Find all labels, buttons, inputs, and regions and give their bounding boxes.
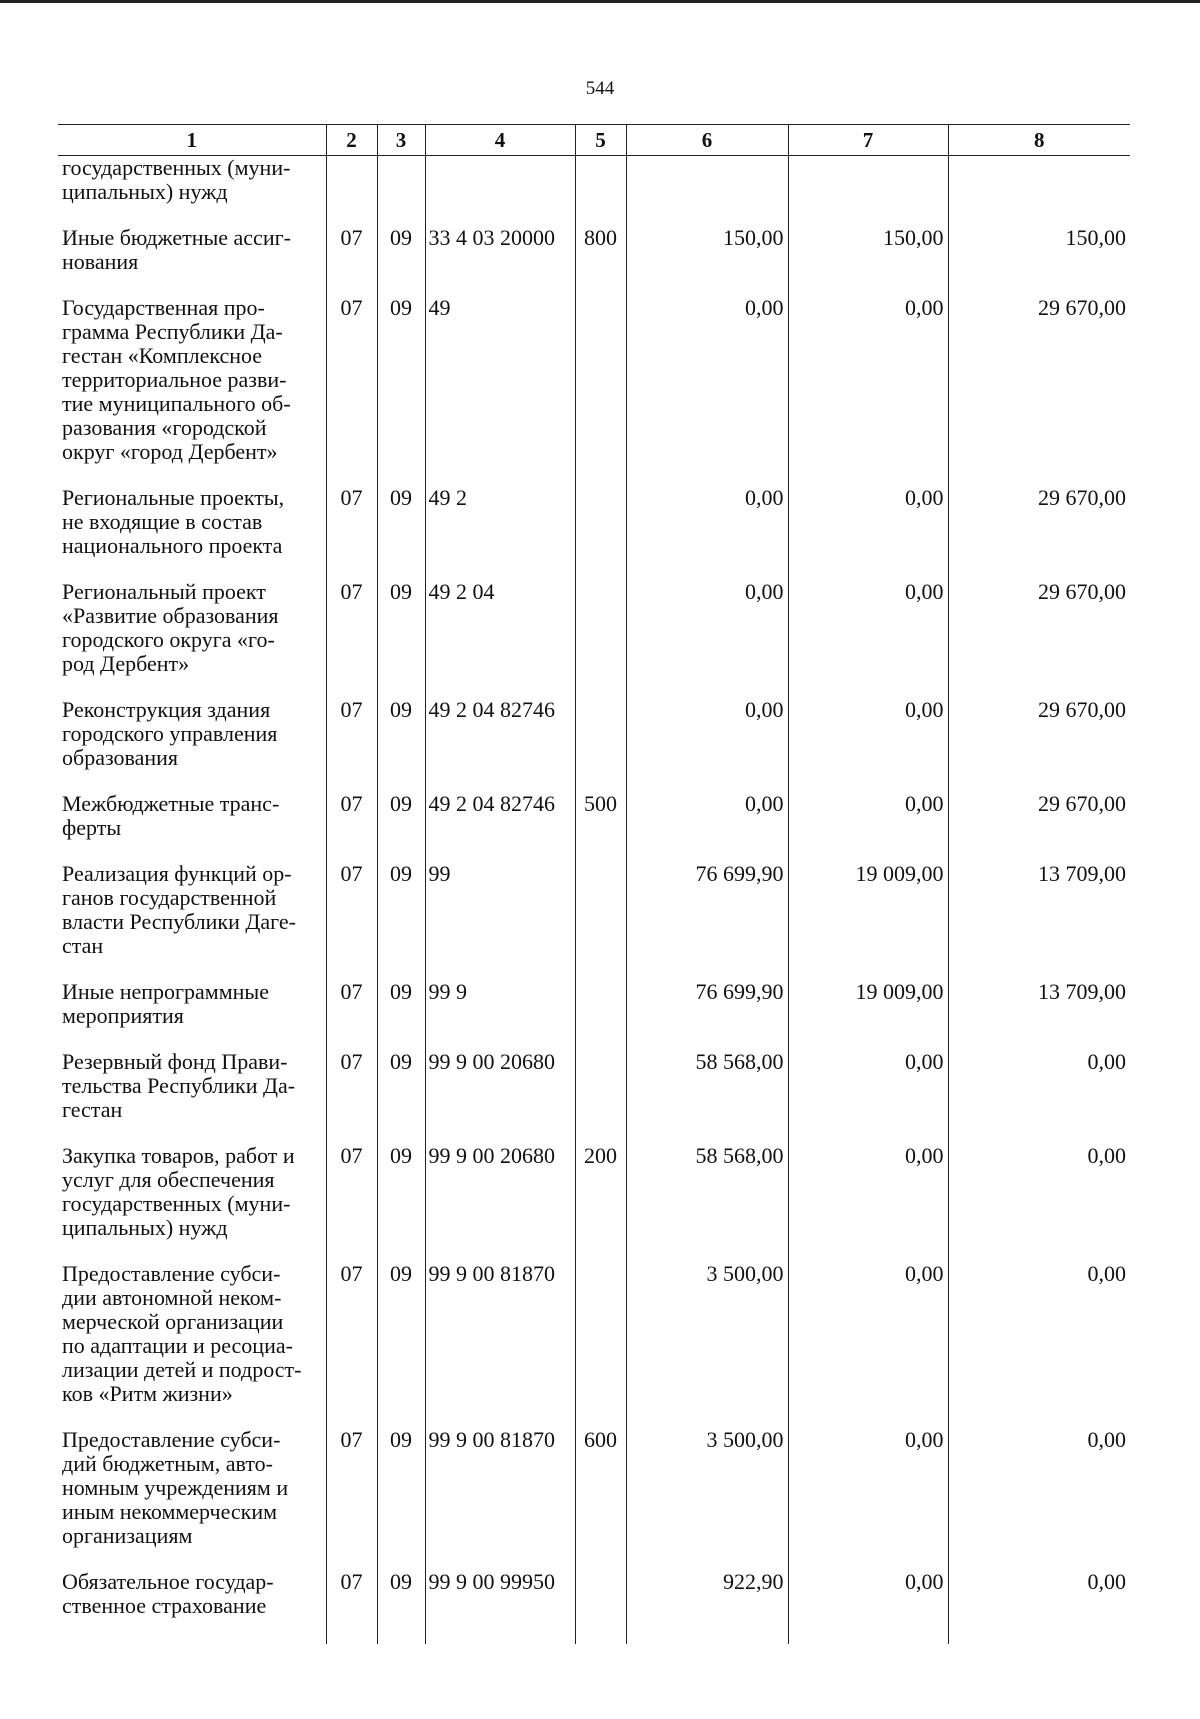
cell-c8: 13 709,00	[948, 862, 1130, 980]
cell-c2: 07	[326, 486, 377, 580]
cell-c3: 09	[377, 1428, 425, 1570]
cell-c3: 09	[377, 980, 425, 1050]
row-description: Региональный проект «Развитие образования городского округа «го- род Дербент»	[62, 579, 279, 676]
cell-c2: 07	[326, 1262, 377, 1428]
column-header: 6	[626, 125, 788, 156]
row-description: Межбюджетные транс- ферты	[62, 791, 280, 840]
row-description: Иные бюджетные ассиг- нования	[62, 225, 291, 274]
table-body	[58, 156, 1130, 1645]
cell-c5	[575, 1570, 626, 1644]
cell-c2: 07	[326, 1570, 377, 1644]
cell-c4: 49 2	[425, 486, 575, 580]
cell-c6: 150,00	[626, 226, 788, 296]
cell-c2: 07	[326, 580, 377, 698]
cell-c3: 09	[377, 296, 425, 486]
cell-c7: 0,00	[788, 1262, 948, 1428]
table-row	[58, 1144, 1130, 1262]
cell-c3: 09	[377, 1144, 425, 1262]
cell-c5	[575, 1262, 626, 1428]
cell-c8: 0,00	[948, 1570, 1130, 1644]
row-description: Закупка товаров, работ и услуг для обеспечения государственных (муни- ципальных) нужд	[62, 1143, 295, 1240]
cell-c5	[575, 156, 626, 227]
cell-c4: 49 2 04 82746	[425, 792, 575, 862]
cell-c3: 09	[377, 1262, 425, 1428]
cell-c3: 09	[377, 580, 425, 698]
cell-c7: 150,00	[788, 226, 948, 296]
row-description: Предоставление субси- дий бюджетным, авто- номным учреждениям и иным некоммерческим организациям	[62, 1427, 289, 1548]
cell-c2: 07	[326, 1144, 377, 1262]
cell-c5: 500	[575, 792, 626, 862]
row-description: государственных (муни- ципальных) нужд	[62, 155, 291, 204]
cell-c4: 49 2 04 82746	[425, 698, 575, 792]
cell-c5	[575, 980, 626, 1050]
cell-c2: 07	[326, 1428, 377, 1570]
budget-table	[58, 124, 1130, 1644]
cell-c2: 07	[326, 296, 377, 486]
table-row	[58, 156, 1130, 227]
cell-c6: 76 699,90	[626, 980, 788, 1050]
cell-c7: 0,00	[788, 1144, 948, 1262]
row-description: Иные непрограммные мероприятия	[62, 979, 269, 1028]
column-header: 3	[377, 125, 425, 156]
cell-c6: 3 500,00	[626, 1262, 788, 1428]
column-header: 5	[575, 125, 626, 156]
column-header: 7	[788, 125, 948, 156]
page-number: 544	[585, 78, 615, 99]
cell-c5	[575, 486, 626, 580]
cell-c2: 07	[326, 1050, 377, 1144]
table-row	[58, 1262, 1130, 1428]
top-rule	[0, 0, 1200, 3]
cell-c7: 0,00	[788, 698, 948, 792]
cell-c8: 29 670,00	[948, 792, 1130, 862]
cell-c8: 0,00	[948, 1428, 1130, 1570]
cell-c5: 200	[575, 1144, 626, 1262]
cell-c8: 29 670,00	[948, 296, 1130, 486]
cell-c6: 58 568,00	[626, 1050, 788, 1144]
cell-c8: 29 670,00	[948, 698, 1130, 792]
cell-c7: 0,00	[788, 486, 948, 580]
cell-c4: 99 9 00 81870	[425, 1428, 575, 1570]
cell-c2: 07	[326, 980, 377, 1050]
cell-c8	[948, 156, 1130, 227]
cell-c6: 58 568,00	[626, 1144, 788, 1262]
cell-c4: 49 2 04	[425, 580, 575, 698]
cell-c3: 09	[377, 1570, 425, 1644]
cell-c7: 0,00	[788, 792, 948, 862]
row-description: Реконструкция здания городского управления образования	[62, 697, 278, 770]
cell-c7: 0,00	[788, 1050, 948, 1144]
cell-c7: 19 009,00	[788, 862, 948, 980]
cell-c6: 922,90	[626, 1570, 788, 1644]
cell-c6: 0,00	[626, 792, 788, 862]
cell-c8: 0,00	[948, 1144, 1130, 1262]
cell-c5: 600	[575, 1428, 626, 1570]
cell-c8: 150,00	[948, 226, 1130, 296]
cell-c3: 09	[377, 486, 425, 580]
cell-c7: 19 009,00	[788, 980, 948, 1050]
cell-c5	[575, 698, 626, 792]
column-header: 8	[948, 125, 1130, 156]
row-description: Реализация функций ор- ганов государственной власти Республики Даге- стан	[62, 861, 296, 958]
cell-c3: 09	[377, 1050, 425, 1144]
cell-c4: 49	[425, 296, 575, 486]
cell-c7: 0,00	[788, 1570, 948, 1644]
table-row	[58, 486, 1130, 580]
cell-c3	[377, 156, 425, 227]
cell-c5	[575, 580, 626, 698]
table-row	[58, 296, 1130, 486]
table-row	[58, 1050, 1130, 1144]
cell-c3: 09	[377, 698, 425, 792]
row-description: Государственная про- грамма Республики Да- гестан «Комплексное территориальное разви- тие муниципального об- разования «городской округ «город Дербент»	[62, 295, 291, 464]
cell-c6: 0,00	[626, 698, 788, 792]
column-header: 2	[326, 125, 377, 156]
cell-c2: 07	[326, 698, 377, 792]
cell-c4: 99 9 00 20680	[425, 1050, 575, 1144]
cell-c6: 0,00	[626, 486, 788, 580]
cell-c8: 0,00	[948, 1262, 1130, 1428]
cell-c4: 99 9 00 81870	[425, 1262, 575, 1428]
row-description: Резервный фонд Прави- тельства Республики Да- гестан	[62, 1049, 296, 1122]
table-row	[58, 226, 1130, 296]
table-row	[58, 698, 1130, 792]
table-row	[58, 980, 1130, 1050]
cell-c5	[575, 862, 626, 980]
cell-c4: 99 9 00 20680	[425, 1144, 575, 1262]
row-description: Региональные проекты, не входящие в состав национального проекта	[62, 485, 285, 558]
cell-c3: 09	[377, 792, 425, 862]
header-row	[58, 125, 1130, 156]
cell-c7: 0,00	[788, 1428, 948, 1570]
cell-c4: 99 9 00 99950	[425, 1570, 575, 1644]
cell-c4: 33 4 03 20000	[425, 226, 575, 296]
cell-c6: 0,00	[626, 580, 788, 698]
cell-c2	[326, 156, 377, 227]
row-description: Обязательное государ- ственное страхование	[62, 1569, 274, 1618]
cell-c2: 07	[326, 226, 377, 296]
cell-c4: 99	[425, 862, 575, 980]
cell-c3: 09	[377, 862, 425, 980]
cell-c6	[626, 156, 788, 227]
cell-c6: 76 699,90	[626, 862, 788, 980]
table-row	[58, 862, 1130, 980]
table-row	[58, 580, 1130, 698]
column-header: 4	[425, 125, 575, 156]
cell-c2: 07	[326, 792, 377, 862]
cell-c3: 09	[377, 226, 425, 296]
cell-c4: 99 9	[425, 980, 575, 1050]
cell-c5	[575, 296, 626, 486]
cell-c2: 07	[326, 862, 377, 980]
column-header: 1	[58, 125, 326, 156]
cell-c8: 29 670,00	[948, 486, 1130, 580]
cell-c8: 29 670,00	[948, 580, 1130, 698]
cell-c7: 0,00	[788, 296, 948, 486]
cell-c8: 0,00	[948, 1050, 1130, 1144]
cell-c7: 0,00	[788, 580, 948, 698]
cell-c5: 800	[575, 226, 626, 296]
cell-c4	[425, 156, 575, 227]
cell-c8: 13 709,00	[948, 980, 1130, 1050]
cell-c6: 3 500,00	[626, 1428, 788, 1570]
table-row	[58, 1428, 1130, 1570]
cell-c6: 0,00	[626, 296, 788, 486]
row-description: Предоставление субси- дии автономной неком- мерческой организации по адаптации и ресоциа- лизации детей и подрост- ков «Ритм жизни»	[62, 1261, 302, 1406]
table-row	[58, 792, 1130, 862]
cell-c7	[788, 156, 948, 227]
table-row	[58, 1570, 1130, 1644]
cell-c5	[575, 1050, 626, 1144]
